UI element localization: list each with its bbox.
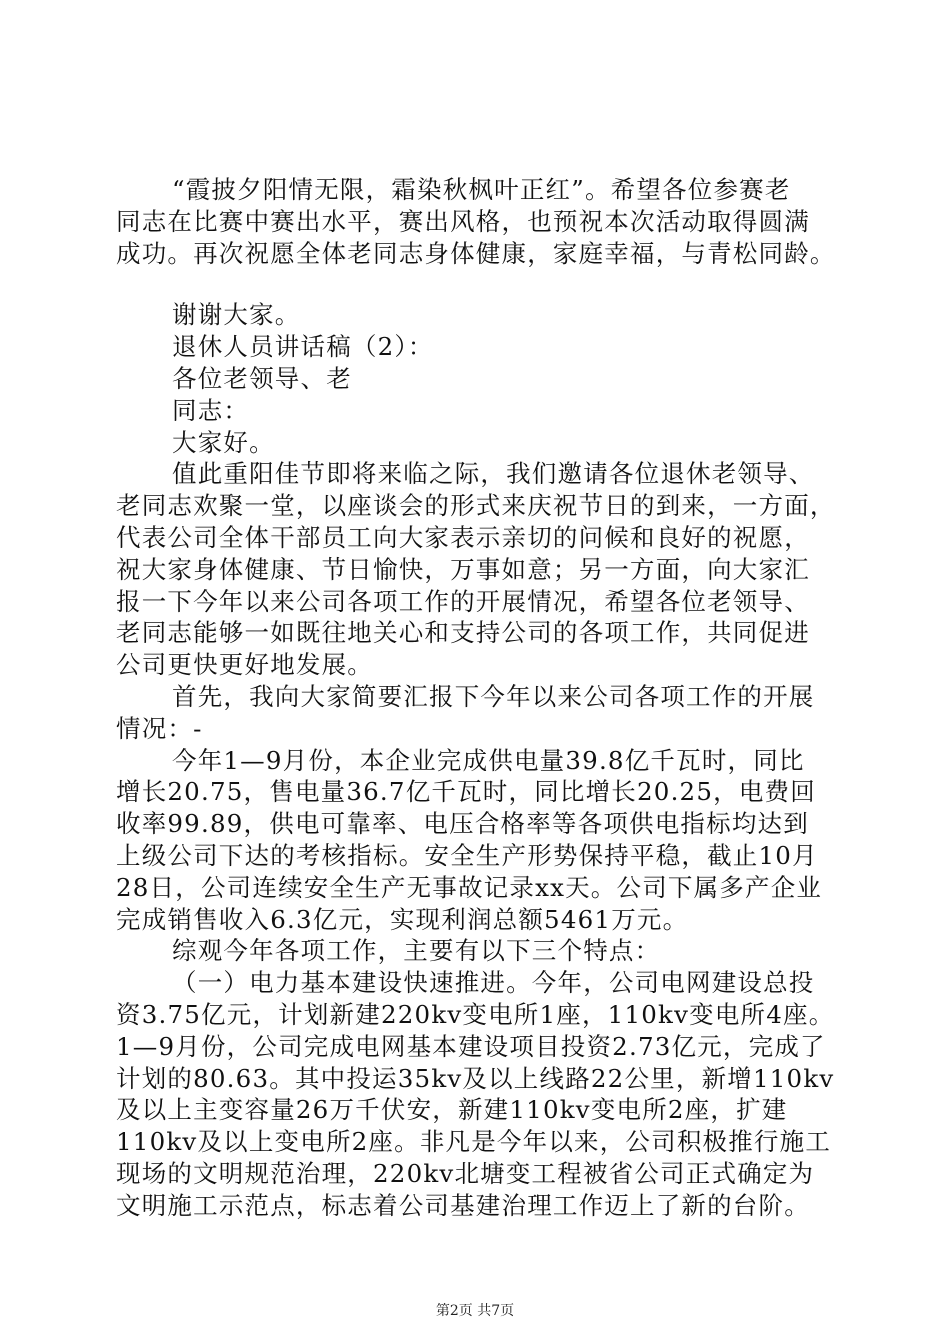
text-line: 1—9月份，公司完成电网基本建设项目投资2.73亿元，完成了 [116, 1031, 826, 1061]
page-number-footer: 第2页 共7页 [435, 1303, 515, 1319]
text-line: 上级公司下达的考核指标。安全生产形势保持平稳，截止10月 [116, 840, 818, 870]
text-line: 代表公司全体干部员工向大家表示亲切的问候和良好的祝愿， [116, 522, 810, 552]
text-line: 28日，公司连续安全生产无事故记录xx天。公司下属多产企业 [116, 872, 823, 902]
text-line: 首先，我向大家简要汇报下今年以来公司各项工作的开展 [172, 681, 815, 711]
salutation-line: 同志： [172, 395, 250, 425]
text-line: “霞披夕阳情无限，霜染秋枫叶正红”。希望各位参赛老 [172, 175, 791, 204]
text-line: 同志在比赛中赛出水平，赛出风格，也预祝本次活动取得圆满 [116, 206, 810, 236]
text-line: 完成销售收入6.3亿元，实现利润总额5461万元。 [116, 904, 689, 934]
text-line: 计划的80.63。其中投运35kv及以上线路22公里，新增110kv [116, 1063, 835, 1093]
body-text [116, 174, 856, 1222]
speech-title: 退休人员讲话稿（2）： [172, 332, 434, 362]
text-line: 成功。再次祝愿全体老同志身体健康，家庭幸福，与青松同龄。 [116, 238, 836, 268]
text-line: 综观今年各项工作，主要有以下三个特点： [172, 936, 661, 966]
text-line: 收率99.89，供电可靠率、电压合格率等各项供电指标均达到 [116, 809, 809, 839]
text-line: （一）电力基本建设快速推进。今年，公司电网建设总投 [172, 968, 815, 998]
text-line: 增长20.75，售电量36.7亿千瓦时，同比增长20.25，电费回 [116, 777, 816, 807]
blank-line [116, 269, 856, 299]
text-line: 今年1—9月份，本企业完成供电量39.8亿千瓦时，同比 [172, 745, 805, 775]
text-line: 报一下今年以来公司各项工作的开展情况，希望各位老领导、 [116, 586, 810, 616]
text-line: 资3.75亿元，计划新建220kv变电所1座，110kv变电所4座。 [116, 999, 835, 1029]
text-line: 值此重阳佳节即将来临之际，我们邀请各位退休老领导、 [172, 459, 815, 489]
text-line: 老同志能够一如既往地关心和支持公司的各项工作，共同促进 [116, 618, 810, 648]
text-line: 老同志欢聚一堂，以座谈会的形式来庆祝节日的到来，一方面， [116, 491, 836, 521]
text-line: 谢谢大家。 [172, 300, 301, 330]
text-line: 文明施工示范点，标志着公司基建治理工作迈上了新的台阶。 [116, 1190, 810, 1220]
text-line: 现场的文明规范治理，220kv北塘变工程被省公司正式确定为 [116, 1158, 815, 1188]
text-line: 祝大家身体健康、节日愉快，万事如意；另一方面，向大家汇 [116, 554, 810, 584]
text-line: 情况：- [116, 713, 203, 743]
text-line: 公司更快更好地发展。 [116, 650, 373, 680]
text-line: 及以上主变容量26万千伏安，新建110kv变电所2座，扩建 [116, 1095, 788, 1125]
text-line: 110kv及以上变电所2座。非凡是今年以来，公司积极推行施工 [116, 1127, 832, 1157]
greeting-line: 大家好。 [172, 427, 275, 457]
salutation-line: 各位老领导、老 [172, 363, 352, 393]
